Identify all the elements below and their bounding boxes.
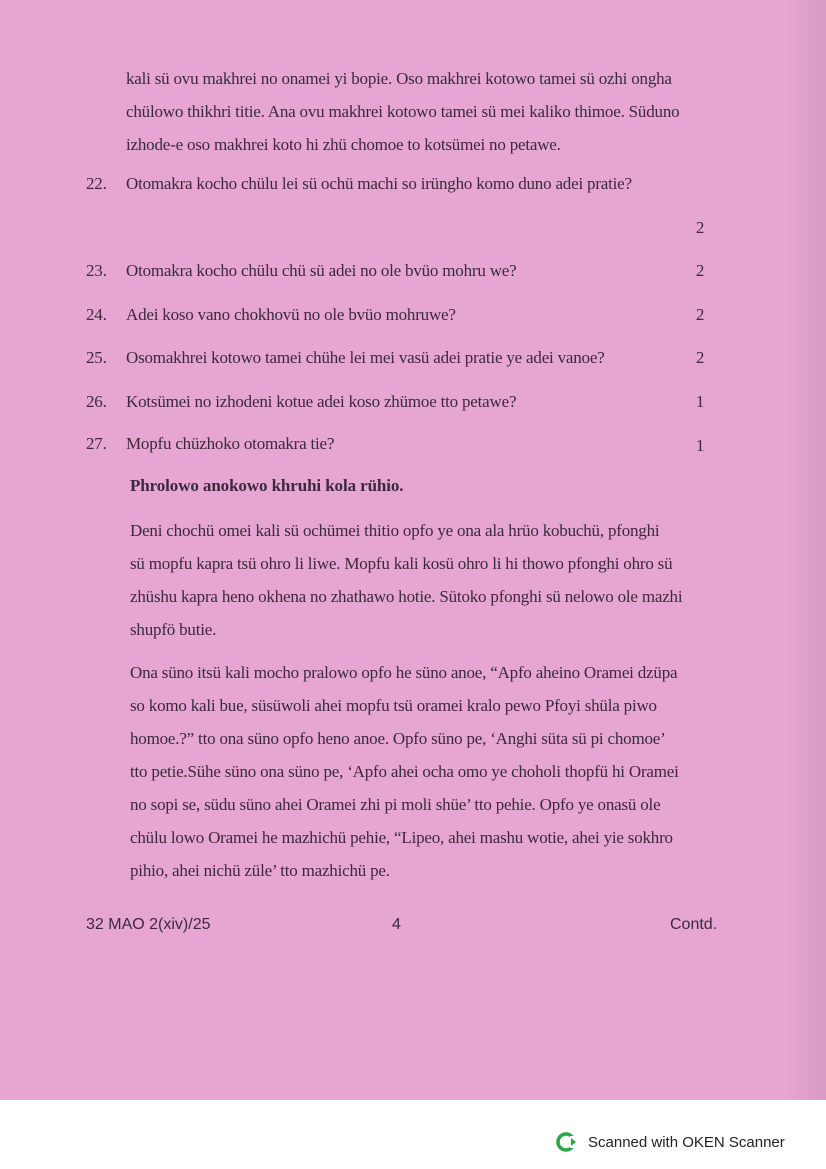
- question-marks: 2: [695, 261, 705, 280]
- passage-line: Deni chochü omei kali sü ochümei thitio opfo ye ona ala hrüo kobuchü, pfonghi: [130, 521, 660, 540]
- scanner-watermark: [556, 1130, 785, 1154]
- question-number: 22.: [86, 174, 107, 193]
- question-text: Otomakra kocho chülu chü sü adei no ole bvüo mohru we?: [126, 261, 517, 280]
- question-number: 26.: [86, 392, 107, 411]
- passage-line: homoe.?” tto ona süno opfo heno anoe. Opfo süno pe, ‘Anghi süta sü pi chomoe’: [130, 729, 666, 748]
- question-text: Mopfu chüzhoko otomakra tie?: [126, 434, 335, 453]
- continued-label: Contd.: [670, 916, 718, 933]
- intro-line: chülowo thikhri titie. Ana ovu makhrei kotowo tamei sü mei kaliko thimoe. Süduno: [126, 102, 680, 121]
- scanner-label: Scanned with OKEN Scanner: [588, 1133, 785, 1151]
- intro-line: izhode-e oso makhrei koto hi zhü chomoe to kotsümei no petawe.: [126, 135, 561, 154]
- page-edge-shadow: [786, 0, 826, 1100]
- question-marks: 1: [695, 436, 705, 455]
- passage-line: zhüshu kapra heno okhena no zhathawo hotie. Sütoko pfonghi sü nelowo ole mazhi: [130, 587, 683, 606]
- question-text: Otomakra kocho chülu lei sü ochü machi so irüngho komo duno adei pratie?: [126, 174, 632, 193]
- question-number: 25.: [86, 348, 107, 367]
- page-number: 4: [392, 916, 401, 933]
- question-number: 23.: [86, 261, 107, 280]
- question-text: Adei koso vano chokhovü no ole bvüo mohruwe?: [126, 305, 456, 324]
- question-marks: 1: [695, 392, 705, 411]
- question-text: Kotsümei no izhodeni kotue adei koso zhümoe tto petawe?: [126, 392, 517, 411]
- passage-line: pihio, ahei nichü züle’ tto mazhichü pe.: [130, 861, 390, 880]
- question-marks: 2: [695, 218, 705, 237]
- section-heading: Phrolowo anokowo khruhi kola rühio.: [130, 476, 404, 495]
- intro-paragraph: [126, 62, 726, 161]
- question-number: 27.: [86, 434, 107, 453]
- passage-line: so komo kali bue, süsüwoli ahei mopfu tsü oramei kralo pewo Pfoyi shüla piwo: [130, 696, 657, 715]
- passage-paragraph-1: [130, 514, 730, 646]
- passage-line: shupfö butie.: [130, 620, 217, 639]
- question-marks: 2: [695, 348, 705, 367]
- passage-line: sü mopfu kapra tsü ohro li liwe. Mopfu kali kosü ohro li hi thowo pfonghi ohro sü: [130, 554, 673, 573]
- intro-line: kali sü ovu makhrei no onamei yi bopie. Oso makhrei kotowo tamei sü ozhi ongha: [126, 69, 672, 88]
- question-number: 24.: [86, 305, 107, 324]
- oken-scanner-logo-icon: [556, 1131, 578, 1153]
- passage-paragraph-2: [130, 656, 730, 887]
- question-text: Osomakhrei kotowo tamei chühe lei mei vasü adei pratie ye adei vanoe?: [126, 348, 605, 367]
- passage-line: no sopi se, südu süno ahei Oramei zhi pi moli shüe’ tto pehie. Opfo ye onasü ole: [130, 795, 661, 814]
- question-marks: 2: [695, 305, 705, 324]
- passage-line: tto petie.Sühe süno ona süno pe, ‘Apfo ahei ocha omo ye choholi thopfü hi Oramei: [130, 762, 679, 781]
- paper-code: 32 MAO 2(xiv)/25: [86, 916, 211, 933]
- passage-line: chülu lowo Oramei he mazhichü pehie, “Lipeo, ahei mashu wotie, ahei yie sokhro: [130, 828, 673, 847]
- passage-line: Ona süno itsü kali mocho pralowo opfo he süno anoe, “Apfo aheino Oramei dzüpa: [130, 663, 678, 682]
